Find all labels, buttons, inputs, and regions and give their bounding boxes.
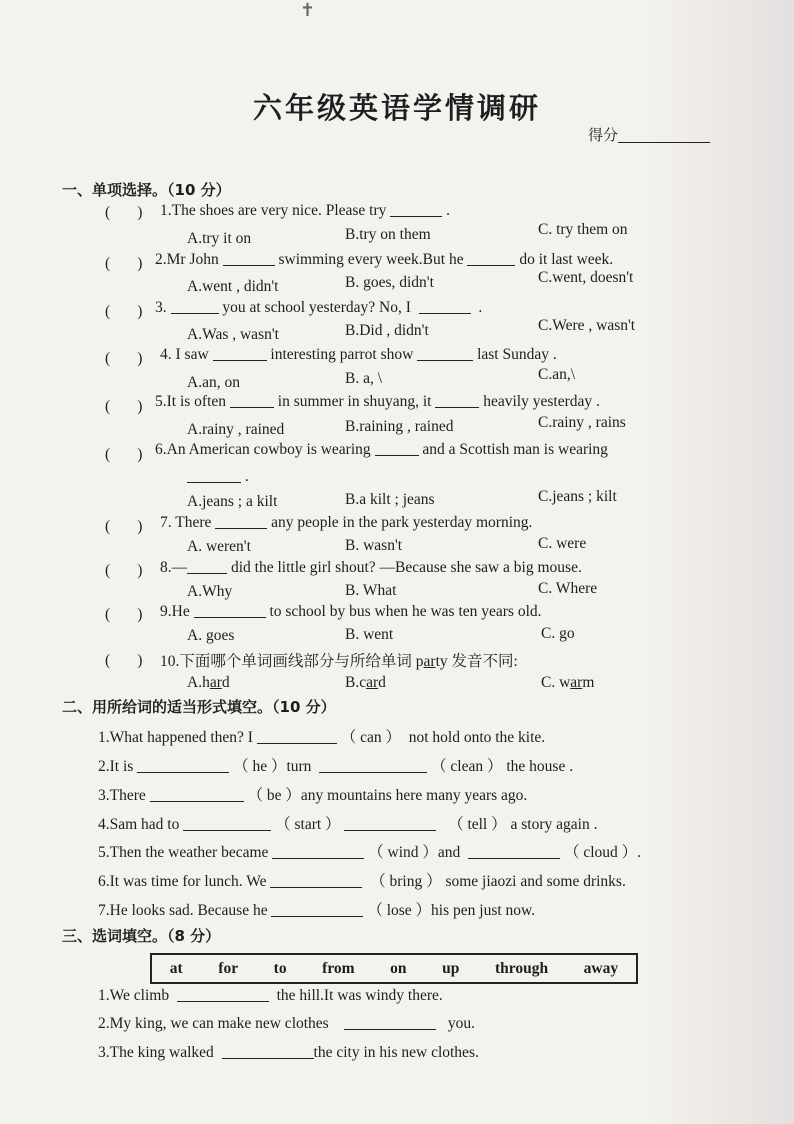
fill-item-1 (98, 725, 545, 747)
item-text: 5.Then the weather became (98, 844, 269, 861)
question-text: 10.下面哪个单词画线部分与所给单词 (160, 653, 412, 670)
question-6-continued (187, 468, 249, 486)
score-label: 得分 (588, 126, 619, 144)
question-text: . (244, 468, 249, 485)
hint-word: （ be ）any mountains here many years ago. (247, 787, 528, 804)
underlined-part: ar (423, 653, 436, 670)
item-text: you. (447, 1015, 475, 1032)
item-text: 2.My king, we can make new clothes (98, 1015, 329, 1032)
word-fill-item-2 (98, 1015, 475, 1033)
question-10 (160, 649, 518, 671)
option-b: B. goes, didn't (345, 274, 434, 291)
option-c: C. Where (538, 580, 598, 597)
option-b: B. a, \ (345, 370, 383, 387)
question-text: 6.An American cowboy is wearing (155, 441, 371, 458)
item-text: some jiaozi and some drinks. (445, 873, 626, 890)
answer-blank[interactable] (187, 561, 227, 574)
answer-paren[interactable]: ( ) (105, 398, 143, 415)
question-text: 7. There (160, 514, 212, 531)
question-text: 2.Mr John (155, 251, 219, 268)
question-text: 1.The shoes are very nice. Please try (160, 202, 387, 219)
question-text: you at school yesterday? No, I (222, 299, 411, 316)
item-text: 7.He looks sad. Because he (98, 902, 268, 919)
item-text: 1.What happened then? I (98, 729, 253, 746)
question-9 (160, 603, 542, 621)
word-fill-item-1 (98, 987, 443, 1005)
question-text: and a Scottish man is wearing (422, 441, 608, 458)
answer-paren[interactable]: ( ) (105, 204, 143, 221)
question-text: 发音不同: (451, 653, 518, 670)
question-3 (155, 299, 482, 317)
question-text: in summer in shuyang, it (277, 393, 432, 410)
hint-word: （ start ） (275, 816, 341, 833)
item-text: 6.It was time for lunch. We (98, 873, 267, 890)
question-text: 5.It is often (155, 393, 227, 410)
answer-blank[interactable] (468, 846, 560, 859)
section3-heading: 三、选词填空。（8 分） (62, 927, 221, 945)
answer-blank[interactable] (222, 1046, 314, 1059)
fill-item-5 (98, 840, 641, 862)
hint-word: （ cloud ）. (563, 844, 641, 861)
fill-item-2 (98, 754, 573, 776)
option-a: A.Why (187, 583, 233, 600)
answer-blank[interactable] (177, 989, 269, 1002)
answer-paren[interactable]: ( ) (105, 606, 143, 623)
answer-blank[interactable] (319, 760, 427, 773)
score-blank[interactable] (618, 129, 710, 143)
word-bank-item: for (218, 959, 239, 977)
option-a: A. goes (187, 627, 235, 644)
score-field (588, 124, 710, 145)
question-2 (155, 251, 613, 269)
answer-blank[interactable] (271, 904, 363, 917)
answer-blank[interactable] (223, 253, 275, 266)
option-b: B. wasn't (345, 537, 403, 554)
option-b: B.Did , didn't (345, 322, 429, 339)
answer-blank[interactable] (419, 301, 471, 314)
word-part: ty (435, 653, 448, 670)
question-text: swimming every week.But he (278, 251, 464, 268)
item-text: the hill.It was windy there. (276, 987, 443, 1004)
word-bank-item: from (322, 959, 355, 977)
hint-word: （ clean ） (431, 758, 503, 775)
answer-blank[interactable] (150, 789, 244, 802)
page-title: 六年级英语学情调研 (252, 91, 541, 125)
option-c: C.an,\ (538, 366, 576, 383)
option-text: d (221, 674, 230, 691)
question-5 (155, 393, 600, 411)
option-text: A.h (187, 674, 210, 691)
answer-paren[interactable]: ( ) (105, 562, 143, 579)
option-c (541, 674, 594, 692)
answer-blank[interactable] (215, 516, 267, 529)
answer-blank[interactable] (230, 395, 274, 408)
question-text: to school by bus when he was ten years old. (269, 603, 542, 620)
item-text: not hold onto the kite. (408, 729, 546, 746)
option-b: B.a kilt ; jeans (345, 491, 435, 508)
option-a: A.Was , wasn't (187, 326, 279, 343)
item-text: a story again . (510, 816, 598, 833)
section2-heading: 二、用所给词的适当形式填空。（10 分） (62, 698, 336, 716)
hint-word: （ lose ）his pen just now. (367, 902, 536, 919)
item-text: the house . (506, 758, 574, 775)
question-text: any people in the park yesterday morning. (271, 514, 533, 531)
option-a (187, 674, 230, 692)
answer-paren[interactable]: ( ) (105, 446, 143, 463)
question-6 (155, 441, 608, 459)
question-text: interesting parrot show (270, 346, 414, 363)
answer-blank[interactable] (344, 1017, 436, 1030)
item-text: 3.The king walked (98, 1044, 214, 1061)
answer-blank[interactable] (417, 348, 473, 361)
answer-blank[interactable] (183, 818, 271, 831)
question-text: . (446, 202, 451, 219)
section1-heading: 一、单项选择。（10 分） (62, 181, 231, 199)
answer-blank[interactable] (344, 818, 436, 831)
question-text: 8.— (160, 559, 188, 576)
answer-blank[interactable] (272, 846, 364, 859)
answer-paren[interactable]: ( ) (105, 303, 143, 320)
answer-blank[interactable] (390, 204, 442, 217)
word-bank-item: up (442, 959, 460, 977)
option-c: C. go (541, 625, 575, 642)
option-b (345, 674, 386, 692)
underlined-part: ar (209, 674, 222, 691)
answer-blank[interactable] (187, 470, 241, 483)
answer-blank[interactable] (171, 301, 219, 314)
option-text: m (582, 674, 595, 691)
option-c: C.Were , wasn't (538, 317, 636, 334)
option-a: A. weren't (187, 538, 251, 555)
word-bank-item: at (169, 959, 183, 977)
question-text: do it last week. (519, 251, 614, 268)
option-a: A.try it on (187, 230, 252, 247)
option-c: C. try them on (538, 221, 628, 238)
fill-item-6 (98, 869, 626, 891)
answer-paren[interactable]: ( ) (105, 652, 143, 669)
answer-paren[interactable]: ( ) (105, 518, 143, 535)
item-text: 3.There (98, 787, 146, 804)
option-a: A.went , didn't (187, 278, 279, 295)
option-a: A.rainy , rained (187, 421, 285, 438)
answer-blank[interactable] (257, 731, 337, 744)
question-text: last Sunday . (477, 346, 557, 363)
item-text: 2.It is (98, 758, 134, 775)
question-text: heavily yesterday . (483, 393, 600, 410)
word-bank-item: away (583, 959, 619, 977)
word-bank-item: through (494, 959, 549, 977)
fill-item-7 (98, 898, 535, 920)
question-8 (160, 559, 582, 577)
option-c: C.rainy , rains (538, 414, 626, 431)
given-word (416, 653, 448, 670)
question-1 (160, 202, 450, 220)
question-text: did the little girl shout? —Because she saw a big mouse. (231, 559, 582, 576)
question-text: 4. I saw (160, 346, 209, 363)
option-text: C. w (541, 674, 571, 691)
option-text: B.c (345, 674, 367, 691)
option-b: B. went (345, 626, 394, 643)
option-b: B.raining , rained (345, 418, 454, 435)
hint-word: （ he ）turn (233, 758, 312, 775)
answer-blank[interactable] (375, 443, 419, 456)
underlined-part: ar (570, 674, 583, 691)
answer-paren[interactable]: ( ) (105, 350, 143, 367)
answer-paren[interactable]: ( ) (105, 255, 143, 272)
fill-item-3 (98, 783, 527, 805)
answer-blank[interactable] (270, 875, 362, 888)
question-7 (160, 514, 532, 532)
word-bank (150, 953, 638, 984)
answer-blank[interactable] (137, 760, 229, 773)
question-text: 9.He (160, 603, 190, 620)
word-bank-item: on (390, 959, 407, 977)
word-bank-item: to (273, 959, 287, 977)
answer-blank[interactable] (467, 253, 515, 266)
hint-word: （ bring ） (370, 873, 442, 890)
option-c: C. were (538, 535, 587, 552)
item-text: 4.Sam had to (98, 816, 180, 833)
hint-word: （ tell ） (448, 816, 507, 833)
question-4 (160, 346, 557, 364)
answer-blank[interactable] (213, 348, 267, 361)
option-text: d (378, 674, 386, 691)
question-text: 3. (155, 299, 167, 316)
option-a: A.an, on (187, 374, 240, 391)
answer-blank[interactable] (194, 605, 266, 618)
option-c: C.jeans ; kilt (538, 488, 617, 505)
underlined-part: ar (366, 674, 379, 691)
fill-item-4 (98, 812, 597, 834)
option-b: B. What (345, 582, 397, 599)
hint-word: （ wind ）and (368, 844, 461, 861)
item-text: the city in his new clothes. (313, 1044, 479, 1061)
answer-blank[interactable] (435, 395, 479, 408)
option-b: B.try on them (345, 226, 431, 243)
hint-word: （ can ） (340, 729, 401, 746)
question-text: . (478, 299, 483, 316)
item-text: 1.We climb (98, 987, 170, 1004)
option-a: A.jeans ; a kilt (187, 493, 278, 510)
crosshair-mark-icon: ✝ (300, 0, 316, 20)
option-c: C.went, doesn't (538, 269, 634, 286)
word-fill-item-3 (98, 1044, 479, 1062)
scan-shadow (644, 0, 794, 1124)
word-part: p (415, 653, 424, 670)
